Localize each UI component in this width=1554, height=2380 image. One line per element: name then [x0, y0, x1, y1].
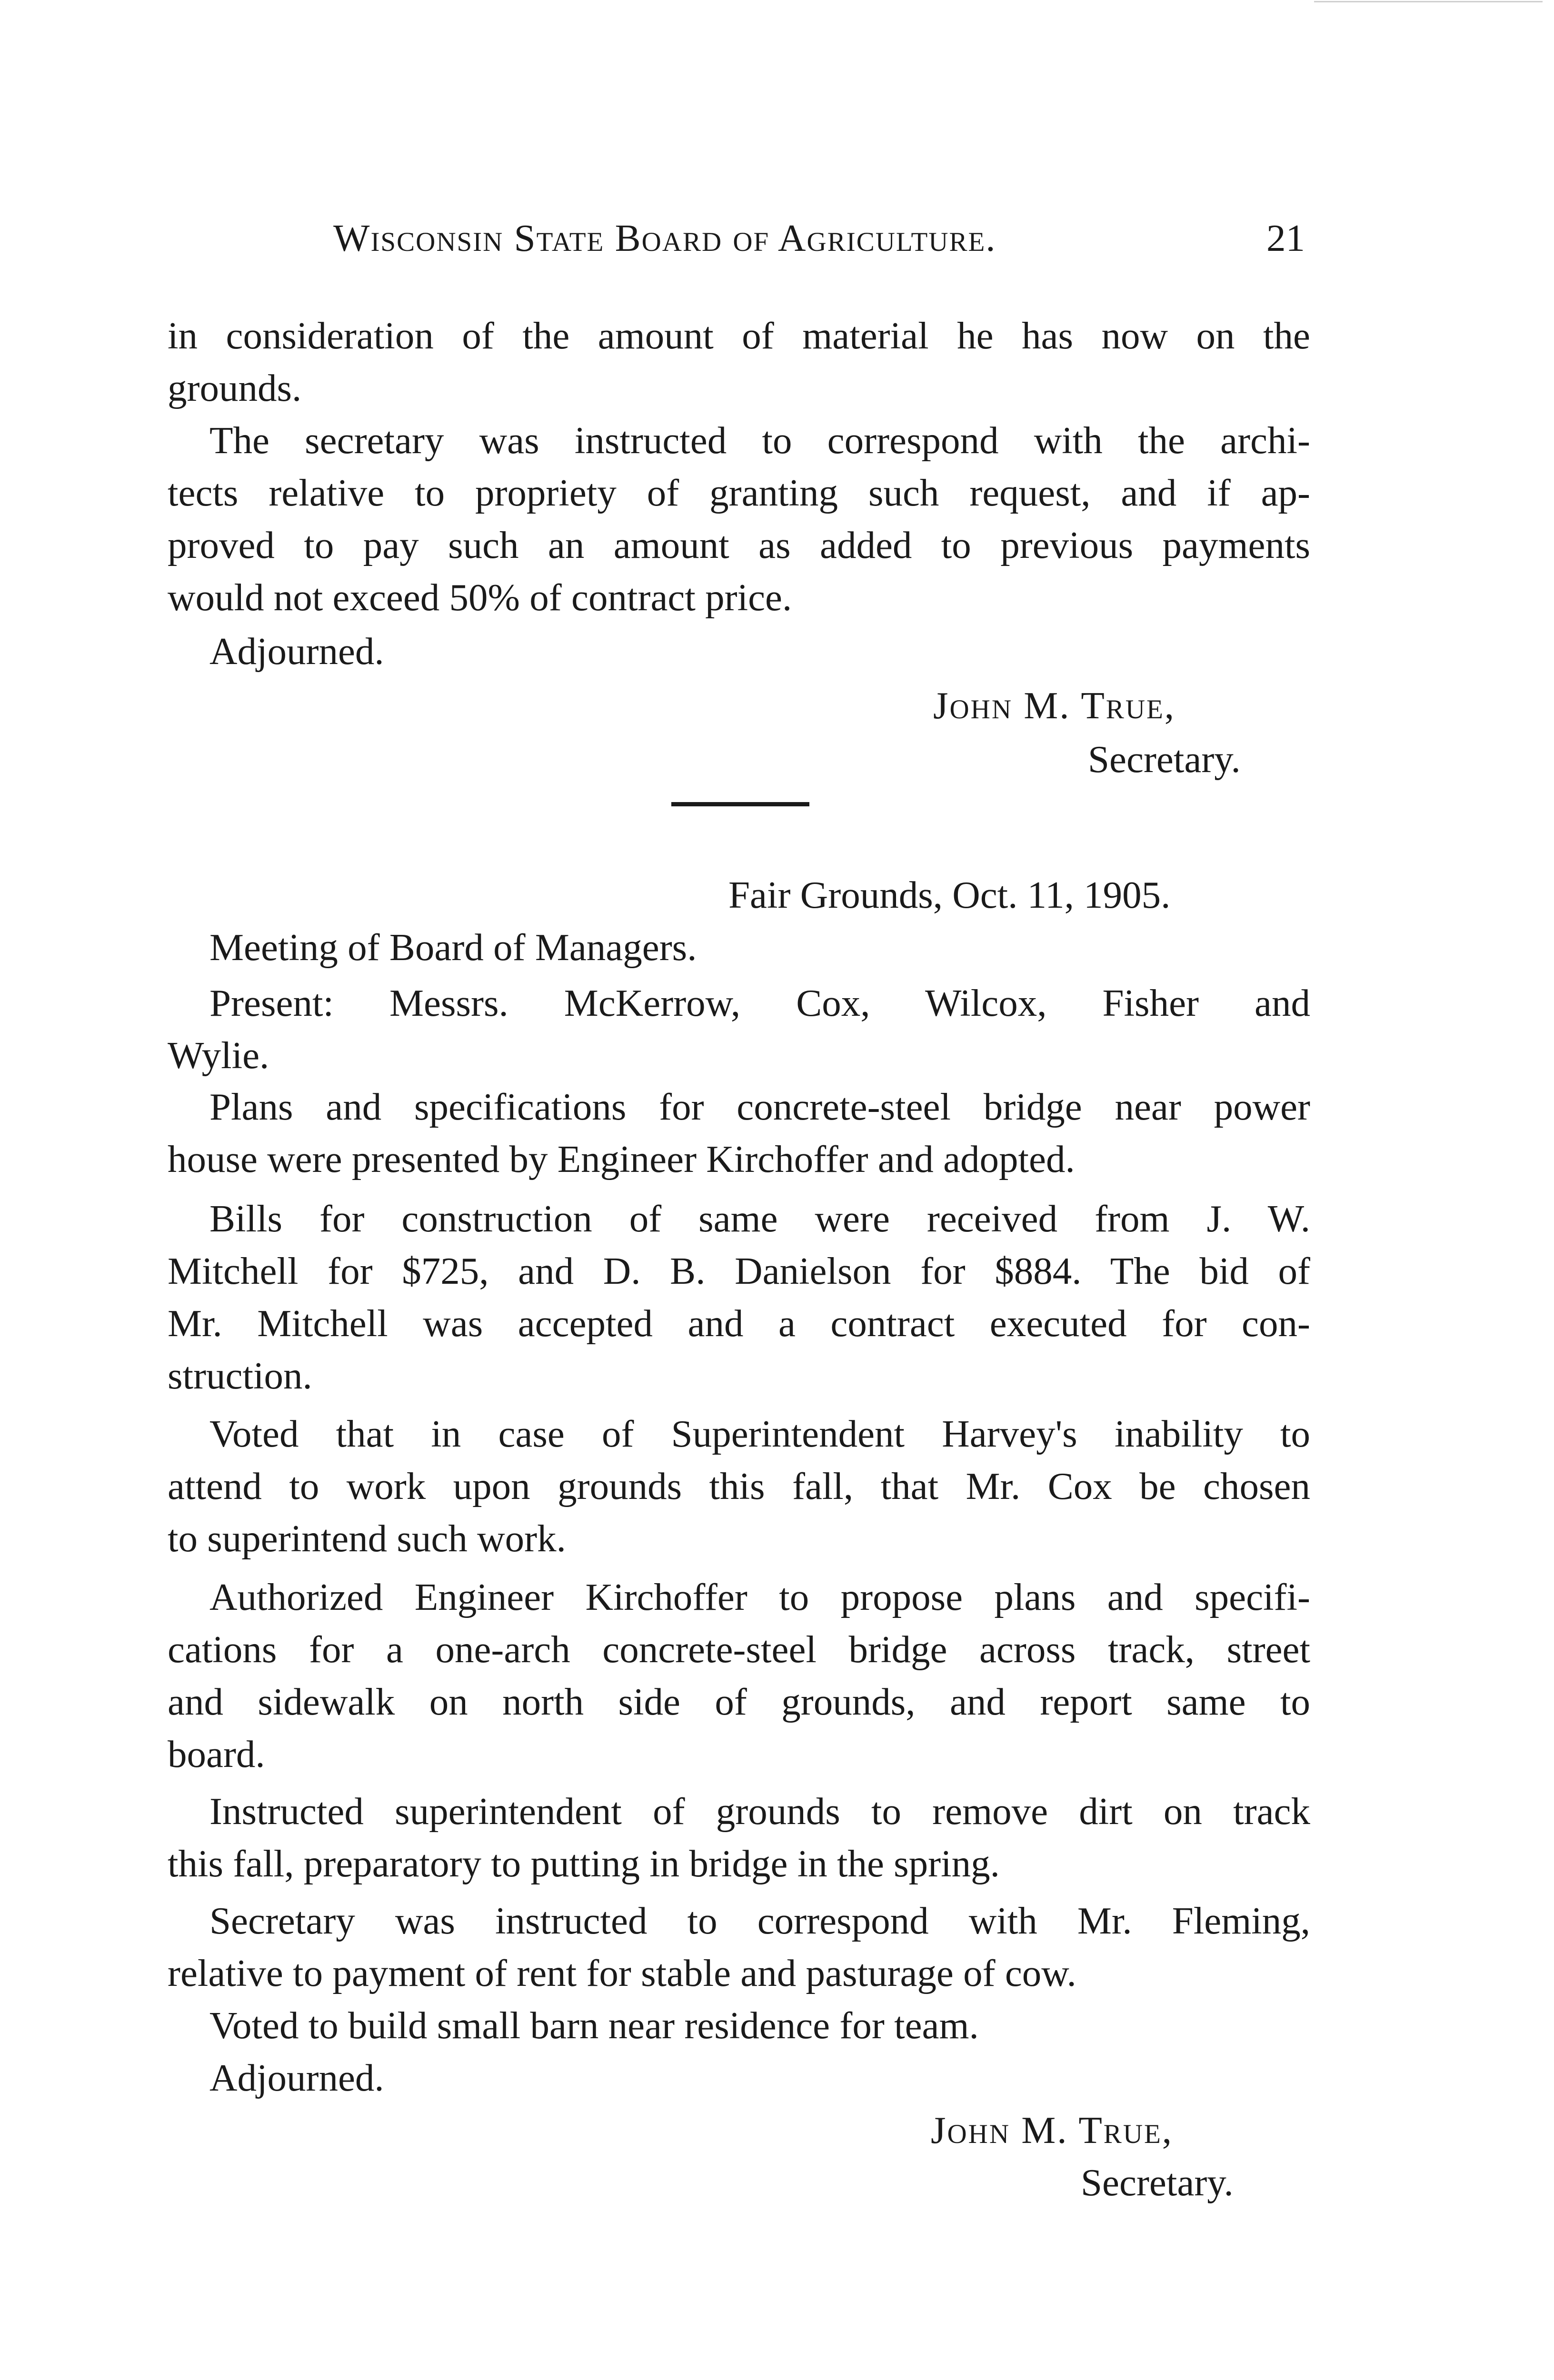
section-divider: [671, 802, 809, 806]
body-line: this fall, preparatory to putting in bridge in the spring.: [168, 1842, 1000, 1885]
body-line: Mitchell for $725, and D. B. Danielson for $884. The bid of: [168, 1250, 1310, 1292]
signature-name: John M. True,: [933, 684, 1176, 727]
body-line: Instructed superintendent of grounds to remove dirt on track: [209, 1790, 1310, 1833]
body-line: Bills for construction of same were received from J. W.: [209, 1197, 1310, 1240]
body-line: tects relative to propriety of granting such request, and if ap-: [168, 471, 1310, 514]
body-line: proved to pay such an amount as added to previous payments: [168, 524, 1310, 566]
body-line: grounds.: [168, 367, 302, 409]
body-line: Voted to build small barn near residence for team.: [209, 2004, 979, 2047]
body-line: relative to payment of rent for stable and pasturage of cow.: [168, 1952, 1076, 1994]
body-line: Present: Messrs. McKerrow, Cox, Wilcox, Fisher and: [209, 982, 1310, 1024]
signature-title: Secretary.: [1088, 738, 1241, 781]
body-line: would not exceed 50% of contract price.: [168, 576, 792, 619]
body-line: in consideration of the amount of material he has now on the: [168, 314, 1310, 357]
signature-name: John M. True,: [931, 2109, 1174, 2152]
page-number: 21: [1266, 217, 1305, 259]
meeting-dateline: Fair Grounds, Oct. 11, 1905.: [728, 873, 1171, 916]
body-line: Plans and specifications for concrete-steel bridge near power: [209, 1085, 1310, 1128]
body-line: Meeting of Board of Managers.: [209, 926, 697, 969]
body-line: to superintend such work.: [168, 1517, 566, 1560]
body-line: struction.: [168, 1354, 312, 1397]
body-line: Wylie.: [168, 1034, 269, 1077]
adjourned-line: Adjourned.: [209, 2056, 384, 2099]
scan-edge-line: [1314, 1, 1543, 2]
body-line: and sidewalk on north side of grounds, and report same to: [168, 1680, 1310, 1723]
body-line: house were presented by Engineer Kirchoffer and adopted.: [168, 1138, 1075, 1180]
body-line: Mr. Mitchell was accepted and a contract executed for con-: [168, 1302, 1310, 1345]
body-line: board.: [168, 1733, 265, 1775]
body-line: Voted that in case of Superintendent Harvey's inability to: [209, 1412, 1310, 1455]
signature-title: Secretary.: [1081, 2161, 1234, 2204]
running-header-title: Wisconsin State Board of Agriculture.: [333, 217, 996, 259]
body-line: Authorized Engineer Kirchoffer to propose plans and specifi-: [209, 1576, 1310, 1618]
body-line: attend to work upon grounds this fall, that Mr. Cox be chosen: [168, 1465, 1310, 1507]
body-line: The secretary was instructed to correspond with the archi-: [209, 419, 1310, 462]
adjourned-line: Adjourned.: [209, 630, 384, 673]
body-line: cations for a one-arch concrete-steel bridge across track, street: [168, 1628, 1310, 1671]
body-line: Secretary was instructed to correspond with Mr. Fleming,: [209, 1899, 1310, 1942]
